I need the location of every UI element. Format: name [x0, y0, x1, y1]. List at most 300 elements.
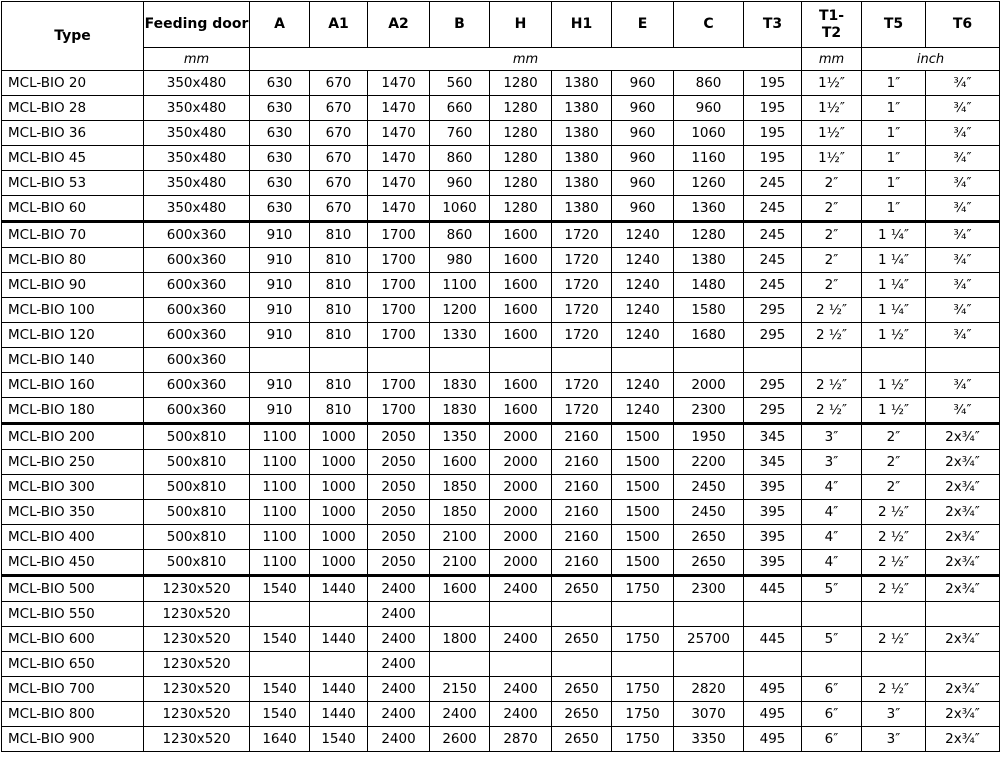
cell-feeding-door: 350x480: [144, 121, 250, 146]
cell-a2: 2400: [368, 602, 430, 627]
cell-a: 630: [250, 96, 310, 121]
cell-e: 1750: [612, 576, 674, 602]
cell-t1-t2: 2″: [802, 171, 862, 196]
cell-t6: ¾″: [926, 121, 1000, 146]
cell-feeding-door: 500x810: [144, 550, 250, 576]
table-row: [2, 652, 1000, 677]
cell-a2: 1470: [368, 96, 430, 121]
cell-t1-t2: 6″: [802, 727, 862, 752]
cell-type: MCL-BIO 120: [2, 323, 144, 348]
cell-c: 2000: [674, 373, 744, 398]
cell-type: MCL-BIO 70: [2, 222, 144, 248]
cell-h1: 1720: [552, 323, 612, 348]
cell-h1: 1720: [552, 273, 612, 298]
cell-a1: 670: [310, 71, 368, 96]
cell-b: 2400: [430, 702, 490, 727]
cell-t3: 295: [744, 398, 802, 424]
table-row: [2, 525, 1000, 550]
cell-h1: 2160: [552, 424, 612, 450]
cell-type: MCL-BIO 450: [2, 550, 144, 576]
cell-t5: 1″: [862, 146, 926, 171]
cell-a1: 1000: [310, 424, 368, 450]
cell-type: MCL-BIO 53: [2, 171, 144, 196]
table-row: [2, 146, 1000, 171]
cell-t5: 2 ½″: [862, 550, 926, 576]
cell-h: 2400: [490, 677, 552, 702]
cell-c: [674, 348, 744, 373]
cell-b: 560: [430, 71, 490, 96]
cell-t6: 2x¾″: [926, 424, 1000, 450]
table-row: [2, 121, 1000, 146]
cell-t1-t2: 4″: [802, 525, 862, 550]
cell-c: 3350: [674, 727, 744, 752]
cell-h1: 1380: [552, 196, 612, 222]
cell-e: 1750: [612, 727, 674, 752]
table-row: [2, 398, 1000, 424]
cell-a2: 1470: [368, 171, 430, 196]
header-c: C: [674, 2, 744, 48]
cell-h: 2870: [490, 727, 552, 752]
table-row: [2, 222, 1000, 248]
cell-t5: 2 ½″: [862, 576, 926, 602]
cell-c: 1260: [674, 171, 744, 196]
cell-t3: 345: [744, 450, 802, 475]
cell-t6: ¾″: [926, 273, 1000, 298]
cell-c: 2820: [674, 677, 744, 702]
cell-e: 960: [612, 196, 674, 222]
cell-c: 1160: [674, 146, 744, 171]
units-row: [2, 48, 1000, 71]
header-t5: T5: [862, 2, 926, 48]
cell-b: [430, 348, 490, 373]
cell-t5: 3″: [862, 727, 926, 752]
cell-b: 1200: [430, 298, 490, 323]
cell-a: 1100: [250, 475, 310, 500]
cell-e: 1500: [612, 450, 674, 475]
cell-a2: 2400: [368, 652, 430, 677]
cell-a1: 1000: [310, 475, 368, 500]
cell-t3: 245: [744, 248, 802, 273]
cell-feeding-door: 500x810: [144, 525, 250, 550]
cell-t3: 195: [744, 121, 802, 146]
cell-a1: 1440: [310, 627, 368, 652]
cell-a1: 1440: [310, 702, 368, 727]
cell-b: 1830: [430, 398, 490, 424]
cell-h: 1280: [490, 146, 552, 171]
cell-a2: 2400: [368, 727, 430, 752]
cell-feeding-door: 500x810: [144, 424, 250, 450]
cell-a: 1100: [250, 424, 310, 450]
cell-a1: [310, 348, 368, 373]
header-h: H: [490, 2, 552, 48]
cell-t1-t2: 2″: [802, 273, 862, 298]
cell-t3: 195: [744, 146, 802, 171]
cell-b: 980: [430, 248, 490, 273]
cell-a2: 1470: [368, 121, 430, 146]
cell-a1: 1440: [310, 576, 368, 602]
cell-feeding-door: 500x810: [144, 500, 250, 525]
cell-h: 1600: [490, 398, 552, 424]
cell-a: 910: [250, 373, 310, 398]
cell-e: 1750: [612, 627, 674, 652]
cell-t6: ¾″: [926, 298, 1000, 323]
cell-t6: 2x¾″: [926, 525, 1000, 550]
cell-t5: 2″: [862, 475, 926, 500]
cell-t3: [744, 652, 802, 677]
cell-t5: 1 ½″: [862, 398, 926, 424]
cell-b: 660: [430, 96, 490, 121]
cell-feeding-door: 600x360: [144, 373, 250, 398]
cell-type: MCL-BIO 36: [2, 121, 144, 146]
cell-c: 1360: [674, 196, 744, 222]
cell-b: [430, 652, 490, 677]
cell-a: 910: [250, 222, 310, 248]
cell-t5: [862, 652, 926, 677]
cell-h: 1280: [490, 196, 552, 222]
cell-t3: 495: [744, 677, 802, 702]
table-row: [2, 348, 1000, 373]
cell-c: 960: [674, 96, 744, 121]
cell-h1: 1380: [552, 146, 612, 171]
cell-a2: 2400: [368, 627, 430, 652]
cell-a: 1100: [250, 500, 310, 525]
cell-a: 630: [250, 121, 310, 146]
table-row: [2, 702, 1000, 727]
unit-dimensions: mm: [250, 48, 802, 71]
cell-a2: 1470: [368, 196, 430, 222]
cell-b: 2100: [430, 550, 490, 576]
cell-a: [250, 348, 310, 373]
cell-h: 2000: [490, 500, 552, 525]
cell-t3: 245: [744, 222, 802, 248]
cell-t1-t2: 4″: [802, 500, 862, 525]
cell-c: 1380: [674, 248, 744, 273]
table-row: [2, 273, 1000, 298]
cell-a1: 1000: [310, 550, 368, 576]
unit-t1-t2: mm: [802, 48, 862, 71]
cell-e: 1240: [612, 248, 674, 273]
cell-a: 630: [250, 171, 310, 196]
cell-h1: 2160: [552, 525, 612, 550]
cell-a: 910: [250, 273, 310, 298]
cell-a: 1100: [250, 450, 310, 475]
cell-type: MCL-BIO 400: [2, 525, 144, 550]
cell-a2: 1470: [368, 146, 430, 171]
cell-t1-t2: 1½″: [802, 96, 862, 121]
cell-a2: 1700: [368, 298, 430, 323]
cell-t6: ¾″: [926, 71, 1000, 96]
cell-t5: 1 ¼″: [862, 298, 926, 323]
table-row: [2, 96, 1000, 121]
cell-h1: 2650: [552, 627, 612, 652]
table-row: [2, 550, 1000, 576]
cell-feeding-door: 600x360: [144, 222, 250, 248]
cell-feeding-door: 350x480: [144, 96, 250, 121]
cell-t6: 2x¾″: [926, 702, 1000, 727]
table-body: [2, 71, 1000, 752]
cell-c: [674, 602, 744, 627]
cell-c: 860: [674, 71, 744, 96]
cell-b: 860: [430, 222, 490, 248]
cell-t6: 2x¾″: [926, 576, 1000, 602]
cell-a2: 2400: [368, 702, 430, 727]
cell-h1: 1380: [552, 171, 612, 196]
cell-a1: [310, 652, 368, 677]
cell-b: 1800: [430, 627, 490, 652]
cell-b: 1850: [430, 475, 490, 500]
table-row: [2, 248, 1000, 273]
header-t6: T6: [926, 2, 1000, 48]
cell-t3: 345: [744, 424, 802, 450]
cell-a: 630: [250, 71, 310, 96]
cell-b: 1060: [430, 196, 490, 222]
cell-e: 960: [612, 71, 674, 96]
table-row: [2, 602, 1000, 627]
cell-type: MCL-BIO 80: [2, 248, 144, 273]
cell-a: 1540: [250, 702, 310, 727]
cell-e: 1750: [612, 702, 674, 727]
cell-a2: 2050: [368, 500, 430, 525]
dimensions-table: [1, 1, 1000, 752]
cell-t6: 2x¾″: [926, 677, 1000, 702]
cell-type: MCL-BIO 180: [2, 398, 144, 424]
cell-a: 1100: [250, 550, 310, 576]
cell-e: [612, 602, 674, 627]
table-row: [2, 450, 1000, 475]
cell-b: 2100: [430, 525, 490, 550]
cell-a1: 1440: [310, 677, 368, 702]
cell-h: 2000: [490, 550, 552, 576]
cell-t3: 245: [744, 196, 802, 222]
cell-b: 960: [430, 171, 490, 196]
cell-b: 1350: [430, 424, 490, 450]
cell-c: 1060: [674, 121, 744, 146]
cell-feeding-door: 350x480: [144, 171, 250, 196]
cell-h1: 1380: [552, 71, 612, 96]
cell-t3: 245: [744, 273, 802, 298]
cell-h: 2000: [490, 450, 552, 475]
cell-h1: 1720: [552, 248, 612, 273]
cell-t3: [744, 348, 802, 373]
table-row: [2, 298, 1000, 323]
table-row: [2, 71, 1000, 96]
cell-a2: [368, 348, 430, 373]
cell-t5: 1 ¼″: [862, 248, 926, 273]
cell-h: 2000: [490, 424, 552, 450]
header-a: A: [250, 2, 310, 48]
cell-feeding-door: 600x360: [144, 348, 250, 373]
cell-h: [490, 348, 552, 373]
cell-t6: ¾″: [926, 146, 1000, 171]
cell-type: MCL-BIO 90: [2, 273, 144, 298]
cell-t6: ¾″: [926, 171, 1000, 196]
cell-t1-t2: 1½″: [802, 71, 862, 96]
header-t1-t2: T1- T2: [802, 2, 862, 48]
cell-e: [612, 652, 674, 677]
table-row: [2, 677, 1000, 702]
header-e: E: [612, 2, 674, 48]
table-row: [2, 373, 1000, 398]
cell-type: MCL-BIO 700: [2, 677, 144, 702]
cell-h1: 1720: [552, 373, 612, 398]
cell-e: 960: [612, 96, 674, 121]
cell-t5: 2″: [862, 450, 926, 475]
cell-a1: 1000: [310, 525, 368, 550]
cell-t3: 445: [744, 627, 802, 652]
cell-h1: 1720: [552, 398, 612, 424]
cell-a2: 2050: [368, 424, 430, 450]
cell-a2: 1700: [368, 373, 430, 398]
cell-t3: 495: [744, 702, 802, 727]
cell-h: 2000: [490, 525, 552, 550]
cell-e: 960: [612, 171, 674, 196]
cell-a1: 1540: [310, 727, 368, 752]
cell-a: 630: [250, 196, 310, 222]
header-type: Type: [2, 2, 144, 71]
cell-t3: 245: [744, 171, 802, 196]
cell-a1: [310, 602, 368, 627]
cell-a2: 1700: [368, 222, 430, 248]
cell-t6: 2x¾″: [926, 475, 1000, 500]
cell-t5: 1″: [862, 96, 926, 121]
cell-t1-t2: 2 ½″: [802, 298, 862, 323]
cell-type: MCL-BIO 140: [2, 348, 144, 373]
cell-t3: 395: [744, 525, 802, 550]
cell-t1-t2: 4″: [802, 475, 862, 500]
cell-t6: ¾″: [926, 96, 1000, 121]
cell-t3: 195: [744, 96, 802, 121]
cell-type: MCL-BIO 28: [2, 96, 144, 121]
cell-a: 910: [250, 398, 310, 424]
cell-c: 1280: [674, 222, 744, 248]
cell-t6: 2x¾″: [926, 627, 1000, 652]
cell-a2: 1470: [368, 71, 430, 96]
cell-a2: 2400: [368, 677, 430, 702]
header-a2: A2: [368, 2, 430, 48]
cell-t6: ¾″: [926, 398, 1000, 424]
cell-type: MCL-BIO 300: [2, 475, 144, 500]
cell-h1: [552, 348, 612, 373]
cell-a: 630: [250, 146, 310, 171]
cell-t3: 395: [744, 500, 802, 525]
cell-a1: 670: [310, 96, 368, 121]
cell-t1-t2: [802, 602, 862, 627]
cell-t5: 1″: [862, 196, 926, 222]
cell-a1: 810: [310, 222, 368, 248]
table-row: [2, 500, 1000, 525]
cell-feeding-door: 350x480: [144, 196, 250, 222]
cell-h: 2400: [490, 627, 552, 652]
cell-t5: 2 ½″: [862, 525, 926, 550]
cell-e: [612, 348, 674, 373]
cell-b: [430, 602, 490, 627]
cell-e: 1500: [612, 475, 674, 500]
cell-a1: 810: [310, 373, 368, 398]
cell-feeding-door: 600x360: [144, 298, 250, 323]
cell-e: 1240: [612, 373, 674, 398]
cell-t1-t2: 6″: [802, 702, 862, 727]
cell-feeding-door: 600x360: [144, 323, 250, 348]
cell-t5: 2 ½″: [862, 677, 926, 702]
cell-a2: 1700: [368, 248, 430, 273]
table-row: [2, 196, 1000, 222]
cell-t5: 1 ¼″: [862, 222, 926, 248]
cell-e: 1240: [612, 222, 674, 248]
cell-type: MCL-BIO 500: [2, 576, 144, 602]
cell-type: MCL-BIO 650: [2, 652, 144, 677]
cell-t6: 2x¾″: [926, 450, 1000, 475]
cell-t5: 3″: [862, 702, 926, 727]
cell-h: [490, 602, 552, 627]
cell-t1-t2: 3″: [802, 450, 862, 475]
cell-c: 2450: [674, 500, 744, 525]
cell-t3: 295: [744, 323, 802, 348]
cell-h1: 1720: [552, 222, 612, 248]
cell-a1: 670: [310, 146, 368, 171]
table-header: [2, 2, 1000, 71]
cell-h: 1280: [490, 71, 552, 96]
cell-a1: 670: [310, 196, 368, 222]
cell-t6: 2x¾″: [926, 550, 1000, 576]
cell-h1: 1380: [552, 96, 612, 121]
cell-t1-t2: 3″: [802, 424, 862, 450]
cell-a: [250, 652, 310, 677]
cell-t1-t2: 2″: [802, 222, 862, 248]
cell-t1-t2: [802, 348, 862, 373]
cell-h1: 2160: [552, 550, 612, 576]
cell-t5: 1″: [862, 121, 926, 146]
cell-b: 1830: [430, 373, 490, 398]
cell-type: MCL-BIO 45: [2, 146, 144, 171]
cell-t5: [862, 348, 926, 373]
cell-a: 1540: [250, 627, 310, 652]
cell-t1-t2: 6″: [802, 677, 862, 702]
table-row: [2, 727, 1000, 752]
cell-feeding-door: 600x360: [144, 398, 250, 424]
cell-a2: 2050: [368, 525, 430, 550]
cell-c: 1480: [674, 273, 744, 298]
cell-feeding-door: 600x360: [144, 273, 250, 298]
unit-door: mm: [144, 48, 250, 71]
cell-b: 760: [430, 121, 490, 146]
cell-t5: 1″: [862, 71, 926, 96]
cell-e: 1240: [612, 323, 674, 348]
cell-h: 1600: [490, 323, 552, 348]
cell-type: MCL-BIO 600: [2, 627, 144, 652]
cell-h1: 2650: [552, 576, 612, 602]
cell-a: 910: [250, 323, 310, 348]
cell-a: [250, 602, 310, 627]
cell-t1-t2: 5″: [802, 627, 862, 652]
cell-b: 1330: [430, 323, 490, 348]
header-b: B: [430, 2, 490, 48]
cell-a2: 2050: [368, 450, 430, 475]
cell-type: MCL-BIO 160: [2, 373, 144, 398]
cell-a2: 1700: [368, 323, 430, 348]
table-row: [2, 475, 1000, 500]
cell-h1: 2160: [552, 500, 612, 525]
cell-type: MCL-BIO 60: [2, 196, 144, 222]
header-row: [2, 2, 1000, 48]
cell-a2: 1700: [368, 273, 430, 298]
cell-feeding-door: 1230x520: [144, 652, 250, 677]
cell-e: 1750: [612, 677, 674, 702]
cell-feeding-door: 500x810: [144, 475, 250, 500]
cell-t3: 295: [744, 373, 802, 398]
cell-t1-t2: 2 ½″: [802, 323, 862, 348]
cell-e: 1500: [612, 550, 674, 576]
cell-a2: 2050: [368, 475, 430, 500]
